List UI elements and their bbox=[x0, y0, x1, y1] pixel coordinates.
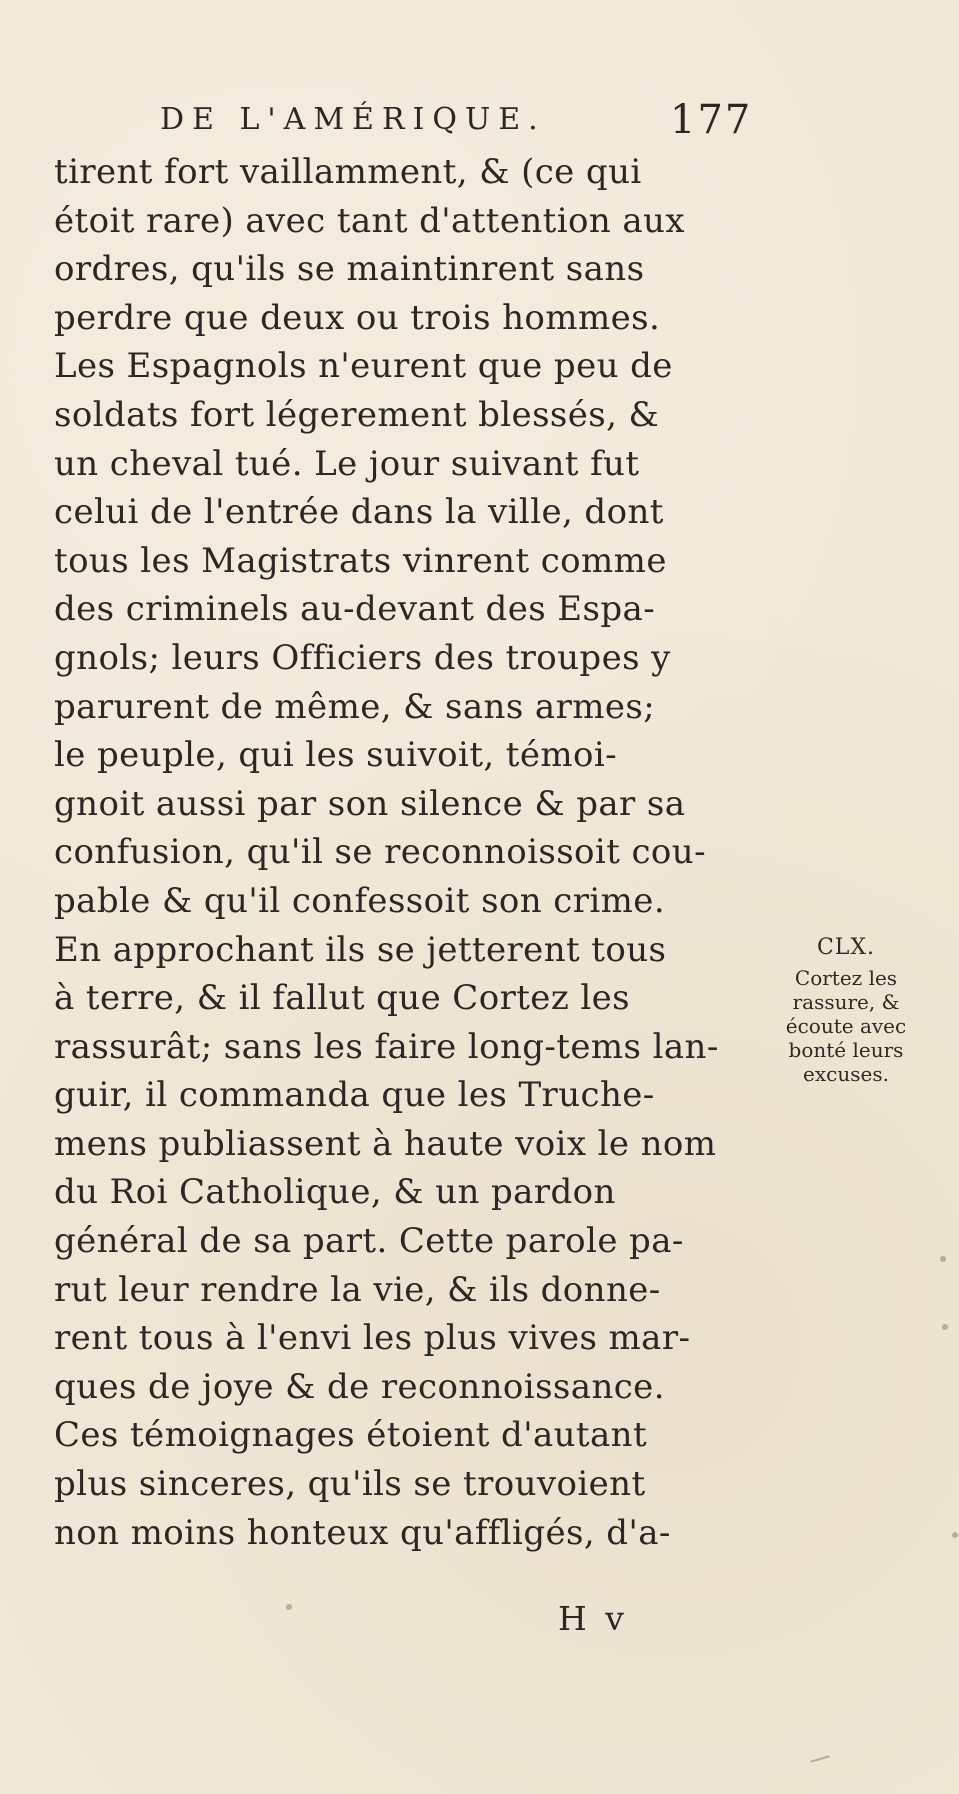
body-line: du Roi Catholique, & un pardon bbox=[54, 1172, 616, 1213]
body-line: Les Espagnols n'eurent que peu de bbox=[54, 346, 673, 387]
ink-speck bbox=[286, 1604, 292, 1610]
body-line: gnols; leurs Officiers des troupes y bbox=[54, 637, 671, 678]
body-line: pable & qu'il confessoit son crime. bbox=[54, 880, 666, 921]
marginal-note-line: écoute avec bbox=[785, 1014, 907, 1038]
body-line: des criminels au-devant des Espa- bbox=[54, 589, 656, 630]
marginal-note-line: rassure, & bbox=[792, 990, 900, 1014]
body-line: étoit rare) avec tant d'attention aux bbox=[54, 200, 685, 241]
body-line: En approchant ils se jetterent tous bbox=[54, 929, 667, 970]
page-number: 177 bbox=[670, 97, 753, 143]
body-line: un cheval tué. Le jour suivant fut bbox=[54, 443, 640, 484]
body-line: perdre que deux ou trois hommes. bbox=[54, 297, 661, 338]
body-text bbox=[54, 148, 746, 1557]
body-line: celui de l'entrée dans la ville, dont bbox=[54, 492, 664, 533]
body-line: Ces témoignages étoient d'autant bbox=[54, 1415, 648, 1456]
running-title: DE L'AMÉRIQUE. bbox=[160, 102, 546, 137]
body-line: tirent fort vaillamment, & (ce qui bbox=[54, 152, 642, 192]
body-line: à terre, & il fallut que Cortez les bbox=[54, 978, 630, 1019]
body-line: mens publiassent à haute voix le nom bbox=[54, 1123, 717, 1164]
body-line: non moins honteux qu'affligés, d'a- bbox=[54, 1512, 671, 1553]
marginal-note-line: excuses. bbox=[803, 1062, 889, 1086]
body-line: ordres, qu'ils se maintinrent sans bbox=[54, 249, 645, 290]
marginal-note-line: Cortez les bbox=[794, 966, 898, 990]
body-line: général de sa part. Cette parole pa- bbox=[54, 1221, 684, 1262]
body-line: gnoit aussi par son silence & par sa bbox=[54, 783, 686, 824]
marginal-note-line: bonté leurs bbox=[788, 1038, 904, 1062]
signature-mark: H v bbox=[558, 1599, 628, 1638]
ink-speck bbox=[942, 1324, 948, 1330]
body-line: confusion, qu'il se reconnoissoit cou- bbox=[54, 832, 706, 873]
body-line: tous les Magistrats vinrent comme bbox=[54, 540, 667, 581]
body-line: guir, il commanda que les Truche- bbox=[54, 1075, 655, 1116]
marginal-note-number: CLX. bbox=[816, 935, 876, 960]
body-line: parurent de même, & sans armes; bbox=[54, 686, 656, 727]
body-line: rassurât; sans les faire long-tems lan- bbox=[54, 1026, 719, 1067]
ink-speck bbox=[940, 1256, 946, 1262]
body-line: plus sinceres, qu'ils se trouvoient bbox=[54, 1464, 646, 1505]
body-line: rent tous à l'envi les plus vives mar- bbox=[54, 1318, 691, 1359]
body-line: ques de joye & de reconnoissance. bbox=[54, 1366, 665, 1407]
ink-speck bbox=[810, 1755, 830, 1762]
marginal-note bbox=[755, 936, 937, 1086]
ink-speck bbox=[952, 1532, 958, 1538]
body-line: soldats fort légerement blessés, & bbox=[54, 394, 660, 435]
body-line: le peuple, qui les suivoit, témoi- bbox=[54, 735, 618, 776]
body-line: rut leur rendre la vie, & ils donne- bbox=[54, 1269, 661, 1310]
